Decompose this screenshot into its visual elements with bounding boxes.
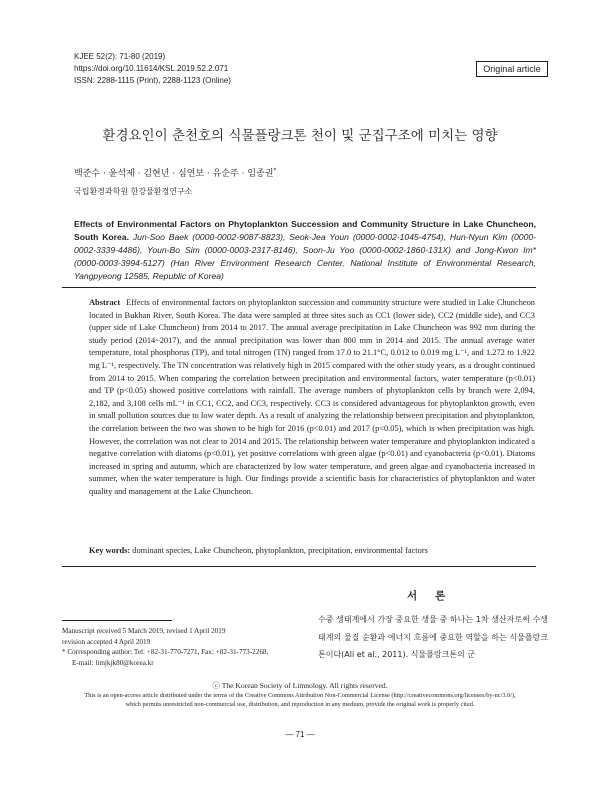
section-title-introduction: 서론: [407, 590, 464, 602]
keywords: [89, 546, 535, 555]
korean-authors: [74, 166, 276, 179]
english-authors: Jun-Soo Baek (0000-0002-9087-8823), Seok-Jea Youn (0000-0002-1045-4754), Hun-Nyun Kim (0000-0002-3339-4486), Youn-Bo Sim (0000-0003-2317-8146), Soon-Ju Yoo (0000-0002-1860-131X) and Jong-Kwon Im* (0000-0003-3994-5127) (Han River Environment Research Center, National Institute of Environmental Research, Yangpyeong 12585, Republic of Korea): [74, 232, 536, 281]
copyright-notice: ⓒ The Korean Society of Limnology. All rights reserved.: [212, 681, 388, 690]
license-line-2: which permits unrestricted non-commercial use, distribution, and reproduction in any medium, provide the original work is properly cited.: [125, 700, 475, 708]
corresponding-email[interactable]: E-mail: limjkjk80@korea.kr: [72, 658, 154, 667]
keywords-label: Key words:: [89, 546, 131, 555]
abstract-bottom-rule: [62, 566, 536, 567]
issn: ISSN: 2288-1115 (Print), 2288-1123 (Online): [74, 76, 231, 85]
abstract-top-rule: [62, 287, 536, 288]
journal-citation: KJEE 52(2): 71-80 (2019): [74, 52, 166, 61]
footnotes: [62, 626, 302, 668]
corresponding-mark: *: [273, 167, 277, 174]
license-line-1: This is an open-access article distributed under the terms of the Creative Commons Attribution Non-Commercial License (http://creativecommons.org/licenses/by-nc/3.0/),: [84, 692, 516, 699]
corresponding-author: * Corresponding author: Tel: +82-31-770-7271, Fax: +82-31-773-2268,: [62, 648, 269, 656]
abstract-text: Effects of environmental factors on phytoplankton succession and community structure were studied in Lake Chuncheon located in Bukhan River, South Korea. The data were sampled at three sites such as CC1 (lower side), CC2 (middle side), and CC3 (upper side of Lake Chuncheon) from 2014 to 2017. The annual average precipitation in Lake Chuncheon was 992 mm during the study period (2014~2017), and the annual precipitation was lower than 800 mm in 2014 and 2015. The annual average water temperature, total phosphorus (TP), and total nitrogen (TN) ranged from 17.0 to 21.1°C, 0.012 to 0.019 mg L⁻¹, and 1.272 to 1.922 mg L⁻¹, respectively. The TN concentration was relatively high in 2015 compared with the other study years, as a drought continued from 2014 to 2015. When comparing the correlation between precipitation and environmental factors, water temperature (p<0.01) and TP (p<0.05) showed positive correlations with rainfall. The average numbers of phytoplankton cells by branch were 2,094, 2,182, and 3,108 cells mL⁻¹ in CC1, CC2, and CC3, respectively. CC3 is considered advantageous for phytoplankton growth, even in small pollution sources due to low water depth. As a result of analyzing the relationship between precipitation and phytoplankton, the correlation between the two was shown to be high for 2016 (p<0.01) and 2017 (p<0.05), which is when precipitation was high. However, the correlation was not clear to 2014 and 2015. The relationship between water temperature and phytoplankton indicated a negative correlation with diatoms (p<0.01), yet positive correlations with green algae (p<0.01) and cyanobacteria (p<0.01). Diatoms increased in spring and autumn, which are characterized by low water temperature, and green algae and cyanobacteria increased in summer, when the water temperature is high. Our findings provide a scientific basis for characteristics of phytoplankton and water quality and management at the Lake Chuncheon.: [89, 298, 535, 496]
license-notice: [40, 692, 560, 709]
introduction-text: 수중 생태계에서 가장 중요한 생물 중 하나는 1차 생산자로써 수생태계의 물질 순환과 에너지 흐름에 중요한 역할을 하는 식물플랑크톤이다(Ali et al., 2011). 식물플랑크톤의 군: [318, 615, 548, 659]
english-title: Effects of Environmental Factors on Phytoplankton Succession and Community Structure in Lake Chuncheon, South Korea.: [74, 219, 536, 242]
footnote-rule: [62, 620, 172, 621]
english-title-block: [74, 218, 536, 283]
manuscript-received: Manuscript received 5 March 2019, revised 1 April 2019: [62, 627, 226, 635]
abstract-label: Abstract: [89, 298, 121, 307]
page-number: — 71 —: [285, 730, 315, 739]
revision-accepted: revision accepted 4 April 2019: [62, 637, 151, 646]
keywords-text: dominant species, Lake Chuncheon, phytoplankton, precipitation, environmental factors: [132, 546, 428, 555]
doi-link[interactable]: https://doi.org/10.11614/KSL.2019.52.2.071: [74, 64, 229, 73]
journal-header: [74, 51, 231, 87]
korean-affiliation: 국립환경과학원 한강물환경연구소: [74, 187, 193, 196]
korean-author-list: 백준수 · 윤석제 · 김현년 · 심연보 · 유순주 · 임종권: [74, 169, 274, 179]
article-type-badge: Original article: [476, 61, 548, 77]
korean-title: 환경요인이 춘천호의 식물플랑크톤 천이 및 군집구조에 미치는 영향: [102, 128, 498, 144]
abstract: [89, 297, 535, 499]
